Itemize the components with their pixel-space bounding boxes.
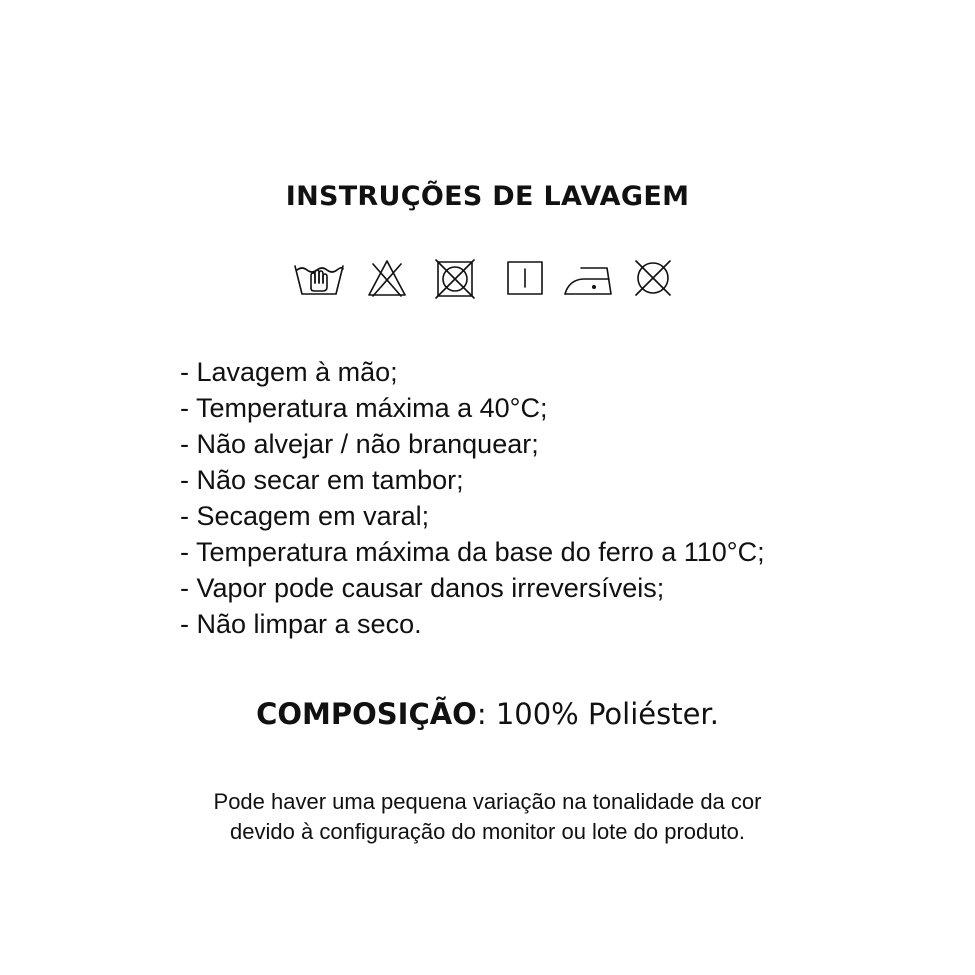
list-item: - Secagem em varal; xyxy=(180,501,430,531)
list-item: - Temperatura máxima da base do ferro a 110°C; xyxy=(180,537,765,567)
do-not-dry-clean-icon xyxy=(633,258,673,298)
list-item: - Temperatura máxima a 40°C; xyxy=(180,393,548,423)
note-line-2: devido à configuração do monitor ou lote do produto. xyxy=(230,819,745,844)
color-variation-note xyxy=(0,787,975,847)
list-item: - Não secar em tambor; xyxy=(180,465,464,495)
composition-value: : 100% Poliéster. xyxy=(476,697,719,731)
note-line-1: Pode haver uma pequena variação na tonalidade da cor xyxy=(213,789,762,814)
list-item: - Não limpar a seco. xyxy=(180,609,422,639)
list-item: - Lavagem à mão; xyxy=(180,357,398,387)
line-dry-icon xyxy=(505,258,545,298)
hand-wash-icon xyxy=(293,258,345,298)
page-title: INSTRUÇÕES DE LAVAGEM xyxy=(285,181,690,212)
care-symbols xyxy=(293,258,683,298)
iron-low-temperature-icon xyxy=(563,258,615,298)
composition xyxy=(0,697,975,731)
care-instructions-list xyxy=(180,354,765,642)
list-item: - Não alvejar / não branquear; xyxy=(180,429,539,459)
composition-label: COMPOSIÇÃO xyxy=(256,697,477,731)
do-not-tumble-dry-icon xyxy=(435,258,475,298)
do-not-bleach-icon xyxy=(367,258,407,298)
list-item: - Vapor pode causar danos irreversíveis; xyxy=(180,573,665,603)
